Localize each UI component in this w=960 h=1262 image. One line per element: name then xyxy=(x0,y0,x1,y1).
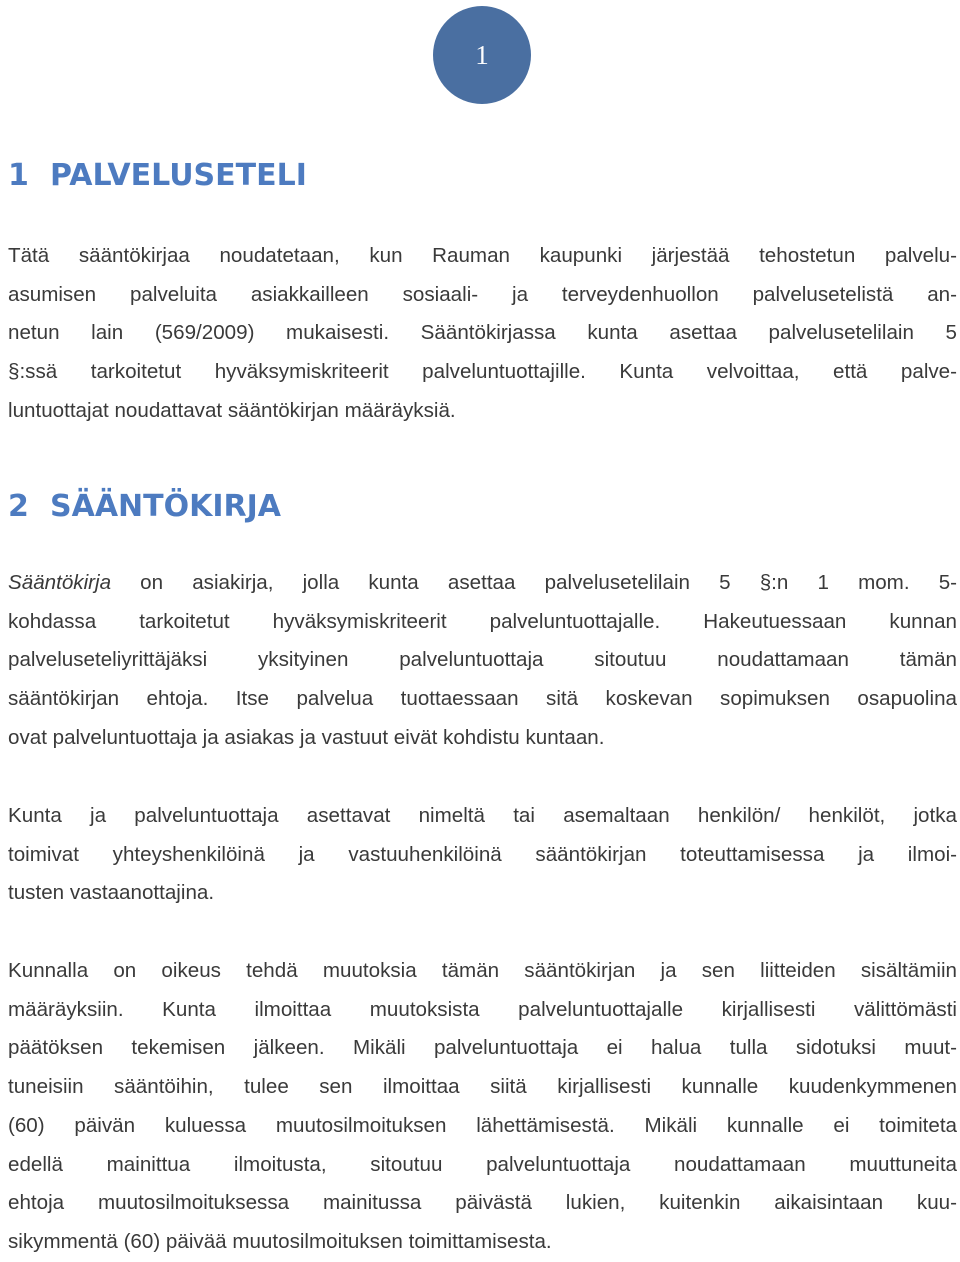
section-2-heading xyxy=(8,489,281,524)
text-line xyxy=(8,564,957,603)
section-2-title: SÄÄNTÖKIRJA xyxy=(50,489,282,524)
section-1-number: 1 xyxy=(8,158,29,193)
text-span: on asiakirja, jolla kunta asettaa palvelusetelilain 5 §:n 1 mom. 5- xyxy=(111,571,957,594)
text-line: määräyksiin. Kunta ilmoittaa muutoksista palveluntuottajalle kirjallisesti välittömästi xyxy=(8,997,957,1021)
text-line: sääntökirjan ehtoja. Itse palvelua tuottaessaan sitä koskevan sopimuksen osapuolina xyxy=(8,687,957,711)
page-number: 1 xyxy=(475,39,489,70)
text-line: toimivat yhteyshenkilöinä ja vastuuhenkilöinä sääntökirjan toteuttamisessa ja ilmoi- xyxy=(8,842,957,866)
text-line: (60) päivän kuluessa muutosilmoituksen lähettämisestä. Mikäli kunnalle ei toimiteta xyxy=(8,1113,957,1137)
section-1-heading xyxy=(8,158,307,193)
text-line: ehtoja muutosilmoituksessa mainitussa päivästä lukien, kuitenkin aikaisintaan kuu- xyxy=(8,1191,957,1215)
text-line: kohdassa tarkoitetut hyväksymiskriteerit palveluntuottajalle. Hakeutuessaan kunnan xyxy=(8,609,957,633)
text-line: palveluseteliyrittäjäksi yksityinen palveluntuottaja sitoutuu noudattamaan tämän xyxy=(8,648,957,672)
text-line: luntuottajat noudattavat sääntökirjan määräyksiä. xyxy=(8,398,456,422)
section-2-paragraph-1 xyxy=(8,564,957,758)
text-line: asumisen palveluita asiakkailleen sosiaali- ja terveydenhuollon palvelusetelistä an- xyxy=(8,282,957,306)
text-line: edellä mainittua ilmoitusta, sitoutuu palveluntuottaja noudattamaan muuttuneita xyxy=(8,1152,957,1176)
section-1-paragraph xyxy=(8,237,957,431)
text-line: §:ssä tarkoitetut hyväksymiskriteerit palveluntuottajille. Kunta velvoittaa, että palve- xyxy=(8,360,957,384)
text-line: netun lain (569/2009) mukaisesti. Sääntökirjassa kunta asettaa palvelusetelilain 5 xyxy=(8,321,957,345)
section-2-paragraph-2 xyxy=(8,797,957,913)
section-1-title: PALVELUSETELI xyxy=(50,158,307,193)
section-2-paragraph-3 xyxy=(8,952,957,1262)
text-line: Kunnalla on oikeus tehdä muutoksia tämän sääntökirjan ja sen liitteiden sisältämiin xyxy=(8,959,957,982)
text-line: ovat palveluntuottaja ja asiakas ja vastuut eivät kohdistu kuntaan. xyxy=(8,725,605,749)
text-line: Tätä sääntökirjaa noudatetaan, kun Rauman kaupunki järjestää tehostetun palvelu- xyxy=(8,244,957,267)
text-line: päätöksen tekemisen jälkeen. Mikäli palveluntuottaja ei halua tulla sidotuksi muut- xyxy=(8,1036,957,1060)
text-line: tusten vastaanottajina. xyxy=(8,881,215,905)
section-2-number: 2 xyxy=(8,489,29,524)
text-line: sikymmentä (60) päivää muutosilmoituksen toimittamisesta. xyxy=(8,1229,552,1253)
text-line: Kunta ja palveluntuottaja asettavat nimeltä tai asemaltaan henkilön/ henkilöt, jotka xyxy=(8,804,957,827)
text-line: tuneisiin sääntöihin, tulee sen ilmoittaa siitä kirjallisesti kunnalle kuudenkymmenen xyxy=(8,1075,957,1099)
defined-term: Sääntökirja xyxy=(8,571,112,594)
page-number-badge xyxy=(433,6,531,104)
